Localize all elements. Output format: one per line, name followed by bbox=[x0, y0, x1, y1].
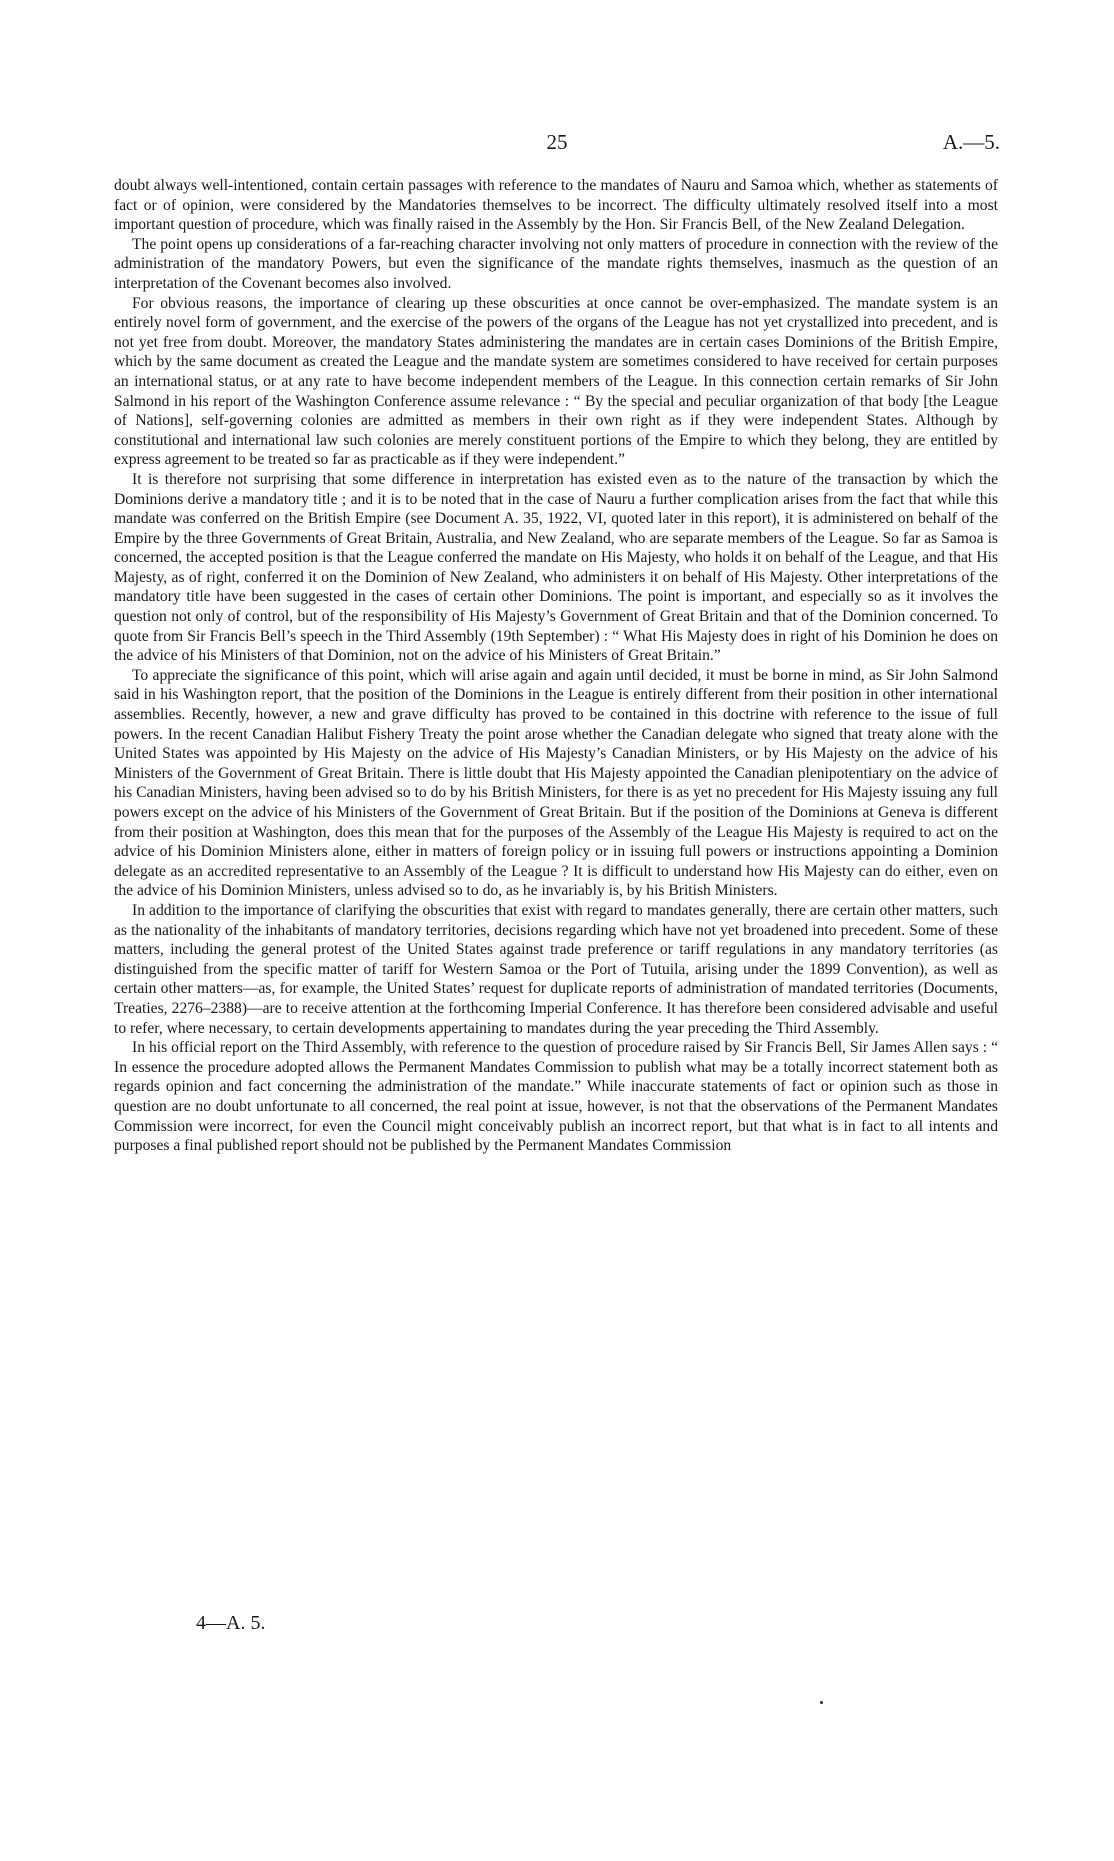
document-reference: A.—5. bbox=[942, 130, 1000, 154]
paragraph-1: doubt always well-intentioned, contain certain passages with reference to the mandates of Nauru and Samoa which, whether as statements of fact or of opinion, were considered by the Mandatories themselves to be incorrect. The difficulty ultimately resolved itself into a most important question of procedure, which was finally raised in the Assembly by the Hon. Sir Francis Bell, of the New Zealand Delegation. bbox=[114, 177, 998, 234]
paragraph-6: In addition to the importance of clarifying the obscurities that exist with regard to mandates generally, there are certain other matters, such as the nationality of the inhabitants of mandatory territories, decisions regarding which have not yet broadened into precedent. Some of these matters, including the general protest of the United States against trade preference or tariff regulations in any mandatory territories (as distinguished from the specific matter of tariff for Western Samoa or the Port of Tutuila, arising under the 1899 Convention), as well as certain other matters—as, for example, the United States’ request for duplicate reports of administration of mandated territories (Documents, Treaties, 2276–2388)—are to receive attention at the forthcoming Imperial Conference. It has therefore been considered advisable and useful to refer, where necessary, to certain developments appertaining to mandates during the year preceding the Third Assembly. bbox=[114, 901, 998, 1037]
signature-reference: 4—A. 5. bbox=[196, 1612, 266, 1634]
paragraph-5: To appreciate the significance of this point, which will arise again and again until decided, it must be borne in mind, as Sir John Salmond said in his Washington report, that the position of the Dominions in the League is entirely different from their position in other international assemblies. Recently, however, a new and grave difficulty has proved to be contained in this doctrine with reference to the issue of full powers. In the recent Canadian Halibut Fishery Treaty the point arose whether the Canadian delegate who signed that treaty alone with the United States was appointed by His Majesty on the advice of His Majesty’s Canadian Ministers, or by His Majesty on the advice of his Ministers of the Government of Great Britain. There is little doubt that His Majesty appointed the Canadian plenipotentiary on the advice of his Canadian Ministers, having been advised so to do by his British Ministers, for there is as yet no precedent for His Majesty issuing any full powers except on the advice of his Ministers of the Government of Great Britain. But if the position of the Dominions at Geneva is different from their position at Washington, does this mean that for the purposes of the Assembly of the League His Majesty is required to act on the advice of his Dominion Ministers alone, either in matters of foreign policy or in issuing full powers or instructions appointing a Dominion delegate as an accredited representative to an Assembly of the League ? It is difficult to understand how His Majesty can do either, even on the advice of his Dominion Ministers, unless advised so to do, as he invariably is, by his British Ministers. bbox=[114, 666, 998, 900]
paragraph-3: For obvious reasons, the importance of clearing up these obscurities at once cannot be over-emphasized. The mandate system is an entirely novel form of government, and the exercise of the powers of the organs of the League has not yet crystallized into precedent, and is not yet free from doubt. Moreover, the mandatory States administering the mandates are in certain cases Dominions of the British Empire, which by the same document as created the League and the mandate system are sometimes considered to have received for certain purposes an international status, or at any rate to have become independent members of the League. In this connection certain remarks of Sir John Salmond in his report of the Washington Conference assume relevance : “ By the special and peculiar organization of that body [the League of Nations], self-governing colonies are admitted as members in their own right as if they were independent States. Although by constitutional and international law such colonies are merely constituent portions of the Empire to which they belong, they are entitled by express agreement to be treated so far as practicable as if they were independent.” bbox=[114, 294, 998, 469]
paragraph-2: The point opens up considerations of a far-reaching character involving not only matters of procedure in connection with the review of the administration of the mandatory Powers, but even the significance of the mandate rights themselves, inasmuch as the question of an interpretation of the Covenant becomes also involved. bbox=[114, 235, 998, 292]
page-number: 25 bbox=[546, 130, 568, 154]
scan-speck bbox=[820, 1701, 823, 1704]
paragraph-7: In his official report on the Third Assembly, with reference to the question of procedure raised by Sir Francis Bell, Sir James Allen says : “ In essence the procedure adopted allows the Permanent Mandates Commission to publish what may be a totally incorrect statement both as regards opinion and fact concerning the administration of the mandate.” While inaccurate statements of fact or opinion such as those in question are no doubt unfortunate to all concerned, the real point at issue, however, is not that the observations of the Permanent Mandates Commission were incorrect, for even the Council might conceivably publish an incorrect report, but that what is in fact to all intents and purposes a final published report should not be published by the Permanent Mandates Commission bbox=[114, 1039, 998, 1155]
paragraph-4: It is therefore not surprising that some difference in interpretation has existed even as to the nature of the transaction by which the Dominions derive a mandatory title ; and it is to be noted that in the case of Nauru a further complication arises from the fact that while this mandate was conferred on the British Empire (see Document A. 35, 1922, VI, quoted later in this report), it is administered on behalf of the Empire by the three Governments of Great Britain, Australia, and New Zealand, who are separate members of the League. So far as Samoa is concerned, the accepted position is that the League conferred the mandate on His Majesty, who holds it on behalf of the League, and that His Majesty, as of right, conferred it on the Dominion of New Zealand, who administers it on behalf of His Majesty. Other interpretations of the mandatory title have been suggested in the cases of certain other Dominions. The point is important, and especially so as it involves the question not only of control, but of the responsibility of His Majesty’s Government of Great Britain and that of the Dominion concerned. To quote from Sir Francis Bell’s speech in the Third Assembly (19th September) : “ What His Majesty does in right of his Dominion he does on the advice of his Ministers of that Dominion, not on the advice of his Ministers of Great Britain.” bbox=[114, 470, 998, 665]
page-header bbox=[114, 130, 1000, 160]
body-text bbox=[114, 176, 998, 1156]
